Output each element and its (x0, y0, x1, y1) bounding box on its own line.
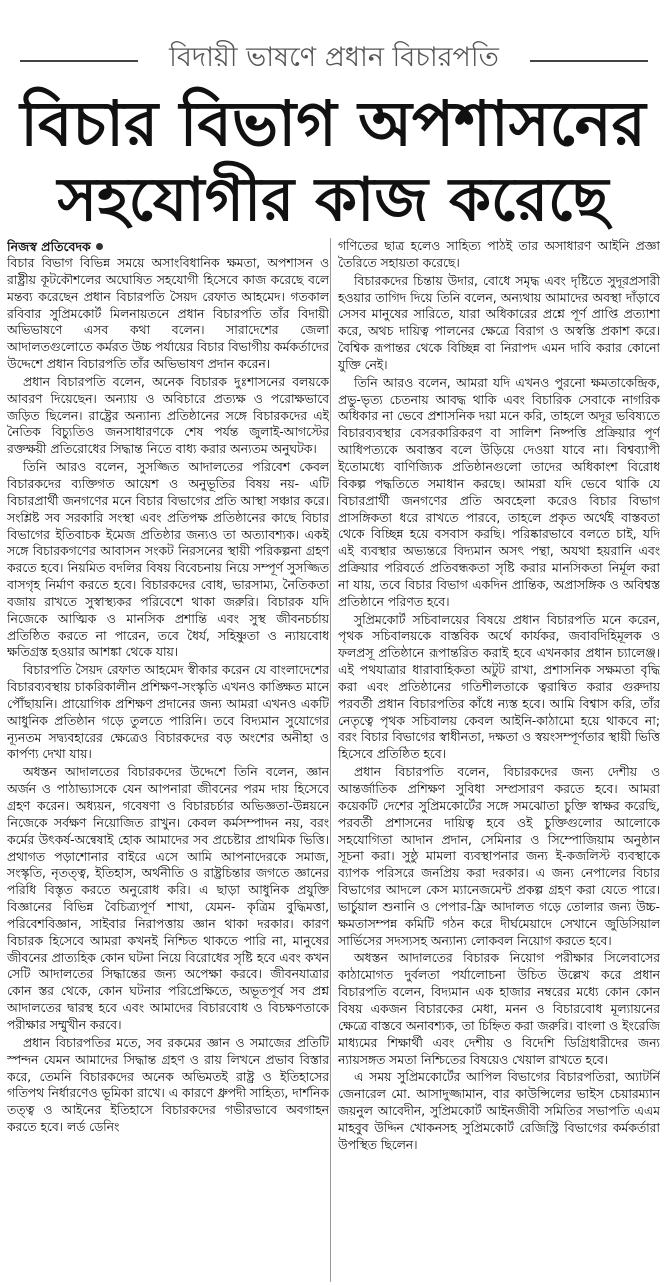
paragraph: বিচারপতি সৈয়দ রেফাত আহমেদ স্বীকার করেন যে বাংলাদেশের বিচারব্যবস্থায় চাকরিকালীন প্রশিক্ষণ-সংস্কৃতি এখনও কাঙ্ক্ষিত মানে পৌঁছায়নি। প্রায়োগিক প্রশিক্ষণ প্রদানের জন্য আমরা এখনও একটি আধুনিক প্রতিষ্ঠান গড়ে তুলতে পারিনি। তবে বিদ্যমান সুযোগের ন্যূনতম সদ্ব্যবহারের ক্ষেত্রেও বিচারকদের বড় অংশের অনীহা ও কার্পণ্য দেখা যায়। (7, 663, 329, 762)
kicker-row (0, 38, 666, 78)
paragraph: তিনি আরও বলেন, আমরা যদি এখনও পুরনো ক্ষমতাকেন্দ্রিক, প্রভু-ভৃত্য চেতনায় আবদ্ধ থাকি এবং বিচারিক সেবাকে নাগরিক অধিকার না ভেবে প্রশাসনিক দয়া মনে করি, তাহলে অদূর ভবিষ্যতে বিচারব্যবস্থার বেসরকারিকরণ বা সালিশ নিষ্পত্তি প্রক্রিয়ার পূর্ণ আধিপত্যকে অবাস্তব বলে উড়িয়ে দেওয়া যাবে না। বিশ্বব্যাপী ইতোমধ্যে বাণিজ্যিক প্রতিষ্ঠানগুলো তাদের অধিকাংশ বিরোধ বিকল্প পদ্ধতিতে সমাধান করছে। আমরা যদি ভেবে থাকি যে বিচারপ্রার্থী জনগণের প্রতি অবহেলা করেও বিচার বিভাগ প্রাসঙ্গিকতা ধরে রাখতে পারবে, তাহলে প্রকৃত অর্থেই বাস্তবতা থেকে বিচ্ছিন্ন হয়ে বসবাস করছি। পরিষ্কারভাবে বলতে চাই, যদি এই ব্যবস্থার অভ্যন্তরে বিদ্যমান অসৎ পন্থা, অযথা হয়রানি এবং প্রক্রিয়ার পরিবর্তে প্রতিবন্ধকতা সৃষ্টি করার মানসিকতা নির্মূল করা না যায়, তবে বিচার বিভাগ একদিন প্রান্তিক, অপ্রাসঙ্গিক ও অবিশ্বস্ত প্রতিষ্ঠানে পরিণত হবে। (338, 375, 660, 609)
bullet-icon (96, 243, 103, 250)
paragraph: প্রধান বিচারপতি বলেন, বিচারকদের জন্য দেশীয় ও আন্তর্জাতিক প্রশিক্ষণ সুবিধা সম্প্রসারণ করতে হবে। আমরা কয়েকটি দেশের সুপ্রিমকোর্টের সঙ্গে সমঝোতা চুক্তি স্বাক্ষর করেছি, পরবর্তী প্রশাসনের দায়িত্ব হবে ওই চুক্তিগুলোর আলোকে সহযোগিতা আদান প্রদান, সেমিনার ও সিম্পোজিয়াম অনুষ্ঠান সূচনা করা। সুষ্ঠু মামলা ব্যবস্থাপনার জন্য ই-কজলিস্ট ব্যবস্থাকে ব্যাপক পরিসরে জনপ্রিয় করা দরকার। এ জন্য নেপালের বিচার বিভাগের আদলে কেস ম্যানেজমেন্ট প্রকল্প গ্রহণ করা যেতে পারে। ভার্চুয়াল শুনানি ও পেপার-ফ্রি আদালত গড়ে তোলার জন্য উচ্চ-ক্ষমতাসম্পন্ন কমিটি গঠন করে দীর্ঘমেয়াদে সেখানে জুডিসিয়াল সার্ভিসের সদস্যসহ অন্যান্য লোকবল নিয়োগ করতে হবে। (338, 765, 660, 948)
paragraph: বিচারকদের চিন্তায় উদার, বোধে সমৃদ্ধ এবং দৃষ্টিতে সুদূরপ্রসারী হওয়ার তাগিদ দিয়ে তিনি বলেন, অন্যথায় আমাদের অবস্থা দাঁড়াবে সেসব মানুষের সারিতে, যারা অধিকারের প্রশ্নে পূর্ণ প্রাপ্তি প্রত্যাশা করে, অথচ দায়িত্ব পালনের ক্ষেত্রে বিরাগ ও অস্বস্তি প্রকাশ করে। বৈশ্বিক রূপান্তর থেকে বিচ্ছিন্ন বা নিরাপদ এমন দাবি করার কোনো যুক্তি নেই। (338, 273, 660, 372)
paragraph: তিনি আরও বলেন, সুসজ্জিত আদালতের পরিবেশ কেবল বিচারকদের ব্যক্তিগত আয়েশ ও অনুভূতির বিষয় নয়- এটি বিচারপ্রার্থী জনগণের মনে বিচার বিভাগের প্রতি আস্থা সঞ্চার করে। সংশ্লিষ্ট সব সরকারি সংস্থা এবং প্রতিপক্ষ প্রতিষ্ঠানের কাছে বিচার বিভাগের ইতিবাচক ইমেজ প্রতিষ্ঠার জন্যও তা অত্যাবশ্যক। একই সঙ্গে বিচারকগণের আবাসন সংকট নিরসনের স্থায়ী পরিকল্পনা গ্রহণ করতে হবে। নিয়মিত বদলির বিষয় বিবেচনায় নিয়ে সম্পূর্ণ সুসজ্জিত বাসগৃহ নির্মাণ করতে হবে। বিচারকদের বোধ, ভারসাম্য, নৈতিকতা বজায় রাখতে সুস্বাস্থ্যকর পরিবেশে থাকা জরুরি। বিচারক যদি নিজেকে আত্মিক ও মানসিক প্রশান্তি এবং সুস্থ জীবনচর্চায় প্রতিষ্ঠিত করতে না পারেন, তবে ধৈর্য, সহিষ্ণুতা ও ন্যায়বোধ ক্ষতিগ্রস্ত হওয়ার আশঙ্কা থেকে যায়। (7, 460, 329, 660)
paragraph: এ সময় সুপ্রিমকোর্টের আপিল বিভাগের বিচারপতিরা, অ্যাটর্নি জেনারেল মো. আসাদুজ্জামান, বার কাউন্সিলের ভাইস চেয়ারম্যান জয়নুল আবেদীন, সুপ্রিমকোর্ট আইনজীবী সমিতির সভাপতি এএম মাহবুব উদ্দিন খোকনসহ সুপ্রিমকোর্ট রেজিস্ট্রি বিভাগের কর্মকর্তারা উপস্থিত ছিলেন। (338, 1070, 660, 1152)
headline-line-2: সহযোগীর কাজ করেছে (57, 165, 609, 235)
paragraph: সুপ্রিমকোর্ট সচিবালয়ের বিষয়ে প্রধান বিচারপতি মনে করেন, পৃথক সচিবালয়কে বাস্তবিক অর্থে কার্যকর, জবাবদিহিমূলক ও ফলপ্রসূ প্রতিষ্ঠানে রূপান্তরিত করাই হবে এখনকার প্রধান চ্যালেঞ্জ। এই পথযাত্রার ধারাবাহিকতা অটুট রাখা, প্রশাসনিক সক্ষমতা বৃদ্ধি করা এবং প্রতিষ্ঠানের গতিশীলতাকে ত্বরান্বিত করার গুরুদায় পরবর্তী প্রধান বিচারপতির কাঁধে ন্যস্ত হবে। আমি বিশ্বাস করি, তাঁর নেতৃত্বে পৃথক সচিবালয় কেবল আইনি-কাঠামো হয়ে থাকবে না; বরং বিচার বিভাগের স্বাধীনতা, দক্ষতা ও স্বয়ংসম্পূর্ণতার স্থায়ী ভিত্তি হিসেবে প্রতিষ্ঠিত হবে। (338, 612, 660, 762)
paragraph: প্রধান বিচারপতির মতে, সব রকমের জ্ঞান ও সমাজের প্রতিটি স্পন্দন যেমন আমাদের সিদ্ধান্ত গ্রহণ ও রায় লিখনে প্রভাব বিস্তার করে, তেমনি বিচারকদের অনেক অভিমতই রাষ্ট্র ও ইতিহাসের গতিপথ নির্ধারণেও ভূমিকা রাখে। এ কারণে ধ্রুপদী সাহিত্য, দার্শনিক তত্ত্ব ও আইনের ইতিহাসে বিচারকদের গভীরভাবে অবগাহন করতে হবে। লর্ড ডেনিং (7, 1035, 329, 1135)
kicker: বিদায়ী ভাষণে প্রধান বিচারপতি (169, 42, 499, 73)
byline (7, 238, 329, 255)
kicker-rule-left (20, 60, 138, 62)
paragraph: গণিতের ছাত্র হলেও সাহিত্য পাঠই তার অসাধারণ আইনি প্রজ্ঞা তৈরিতে সহায়তা করেছে। (338, 239, 660, 270)
column-divider (330, 238, 331, 1282)
article-column-right (338, 238, 660, 1282)
headline-line-1: বিচার বিভাগ অপশাসনের (20, 87, 646, 160)
paragraph: অধস্তন আদালতের বিচারক নিয়োগ পরীক্ষার সিলেবাসের কাঠামোগত দুর্বলতা পর্যালোচনা উচিত উল্লেখ করে প্রধান বিচারপতি বলেন, বিদ্যমান এক হাজার নম্বরের মধ্যে কোন কোন বিষয় একজন বিচারকের মেধা, মনন ও বিচারবোধ মূল্যায়নের ক্ষেত্রে বাস্তবে অনাবশ্যক, তা চিহ্নিত করা জরুরি। বাংলা ও ইংরেজি মাধ্যমের শিক্ষার্থী এবং দেশীয় ও বিদেশি ডিগ্রিধারীদের জন্য ন্যায়সঙ্গত সমতা নিশ্চিতের বিষয়েও খেয়াল রাখতে হবে। (338, 951, 660, 1067)
paragraph: প্রধান বিচারপতি বলেন, অনেক বিচারক দুঃশাসনের বলয়কে আবরণ দিয়েছেন। অন্যায় ও অবিচারে প্রত্যক্ষ ও পরোক্ষভাবে জড়িত ছিলেন। রাষ্ট্রের অন্যান্য প্রতিষ্ঠানের সঙ্গে বিচারকদের এই নৈতিক বিচ্যুতিও জনসাধারণকে শেষ পর্যন্ত জুলাই-আগস্টের রক্তক্ষয়ী প্রতিরোধের সিদ্ধান্ত নিতে বাধ্য করার অন্যতম অনুঘটক। (7, 374, 329, 457)
byline-text: নিজস্ব প্রতিবেদক (7, 239, 91, 254)
paragraph: অধস্তন আদালতের বিচারকদের উদ্দেশে তিনি বলেন, জ্ঞান অর্জন ও পাঠাভ্যাসকে যেন আপনারা জীবনের পরম দায় হিসেবে গ্রহণ করেন। অধ্যয়ন, গবেষণা ও বিচারচর্চার অভিজ্ঞতা-উন্নয়নে নিজেকে সর্বক্ষণ নিয়োজিত রাখুন। কেবল কর্মসম্পাদন নয়, বরং কর্মের উৎকর্ষ-অন্বেষাই হোক আমাদের সব প্রচেষ্টার প্রাথমিক ভিত্তি। প্রথাগত পড়াশোনার বাইরে এসে আমি আপনাদেরকে সমাজ, সংস্কৃতি, নৃতত্ত্ব, ইতিহাস, অর্থনীতি ও রাষ্ট্রচিন্তার জগতে জ্ঞানের পরিধি বিস্তৃত করতে অনুরোধ করি। এ ছাড়া আধুনিক প্রযুক্তি বিজ্ঞানের বিভিন্ন বৈচিত্র্যপূর্ণ শাখা, যেমন- কৃত্রিম বুদ্ধিমত্তা, পরিবেশবিজ্ঞান, সাইবার নিরাপত্তায় জ্ঞান থাকা দরকার। কারণ বিচারক হিসেবে আমরা কখনই নিশ্চিত থাকতে পারি না, মানুষের জীবনের প্রাত্যহিক কোন ঘটনা নিয়ে বিরোধের সৃষ্টি হবে এবং কখন সেটি আদালতের সিদ্ধান্তের জন্য অপেক্ষা করবে। জীবনযাত্রার কোন স্তর থেকে, কোন ঘটনার পরিপ্রেক্ষিতে, অভূতপূর্ব সব প্রশ্ন আদালতের দ্বারস্থ হবে এবং আমাদের বিচারবোধ ও বিচক্ষণতাকে পরীক্ষার সম্মুখীন করবে। (7, 765, 329, 1032)
paragraph: বিচার বিভাগ বিভিন্ন সময়ে অসাংবিধানিক ক্ষমতা, অপশাসন ও রাষ্ট্রীয় কূটকৌশলের অঘোষিত সহযোগী হিসেবে কাজ করেছে বলে মন্তব্য করেছেন প্রধান বিচারপতি সৈয়দ রেফাত আহমেদ। গতকাল রবিবার সুপ্রিমকোর্ট মিলনায়তনে প্রধান বিচারপতি তাঁর বিদায়ী অভিভাষণে এসব কথা বলেন। সারাদেশের জেলা আদালতগুলোতে কর্মরত উচ্চ পর্যায়ের বিচার বিভাগীয় কর্মকর্তাদের উদ্দেশে প্রধান বিচারপতি তাঁর অভিভাষণ প্রদান করেন। (7, 256, 329, 372)
article-column-left (7, 238, 329, 1282)
kicker-rule-right (530, 60, 648, 62)
